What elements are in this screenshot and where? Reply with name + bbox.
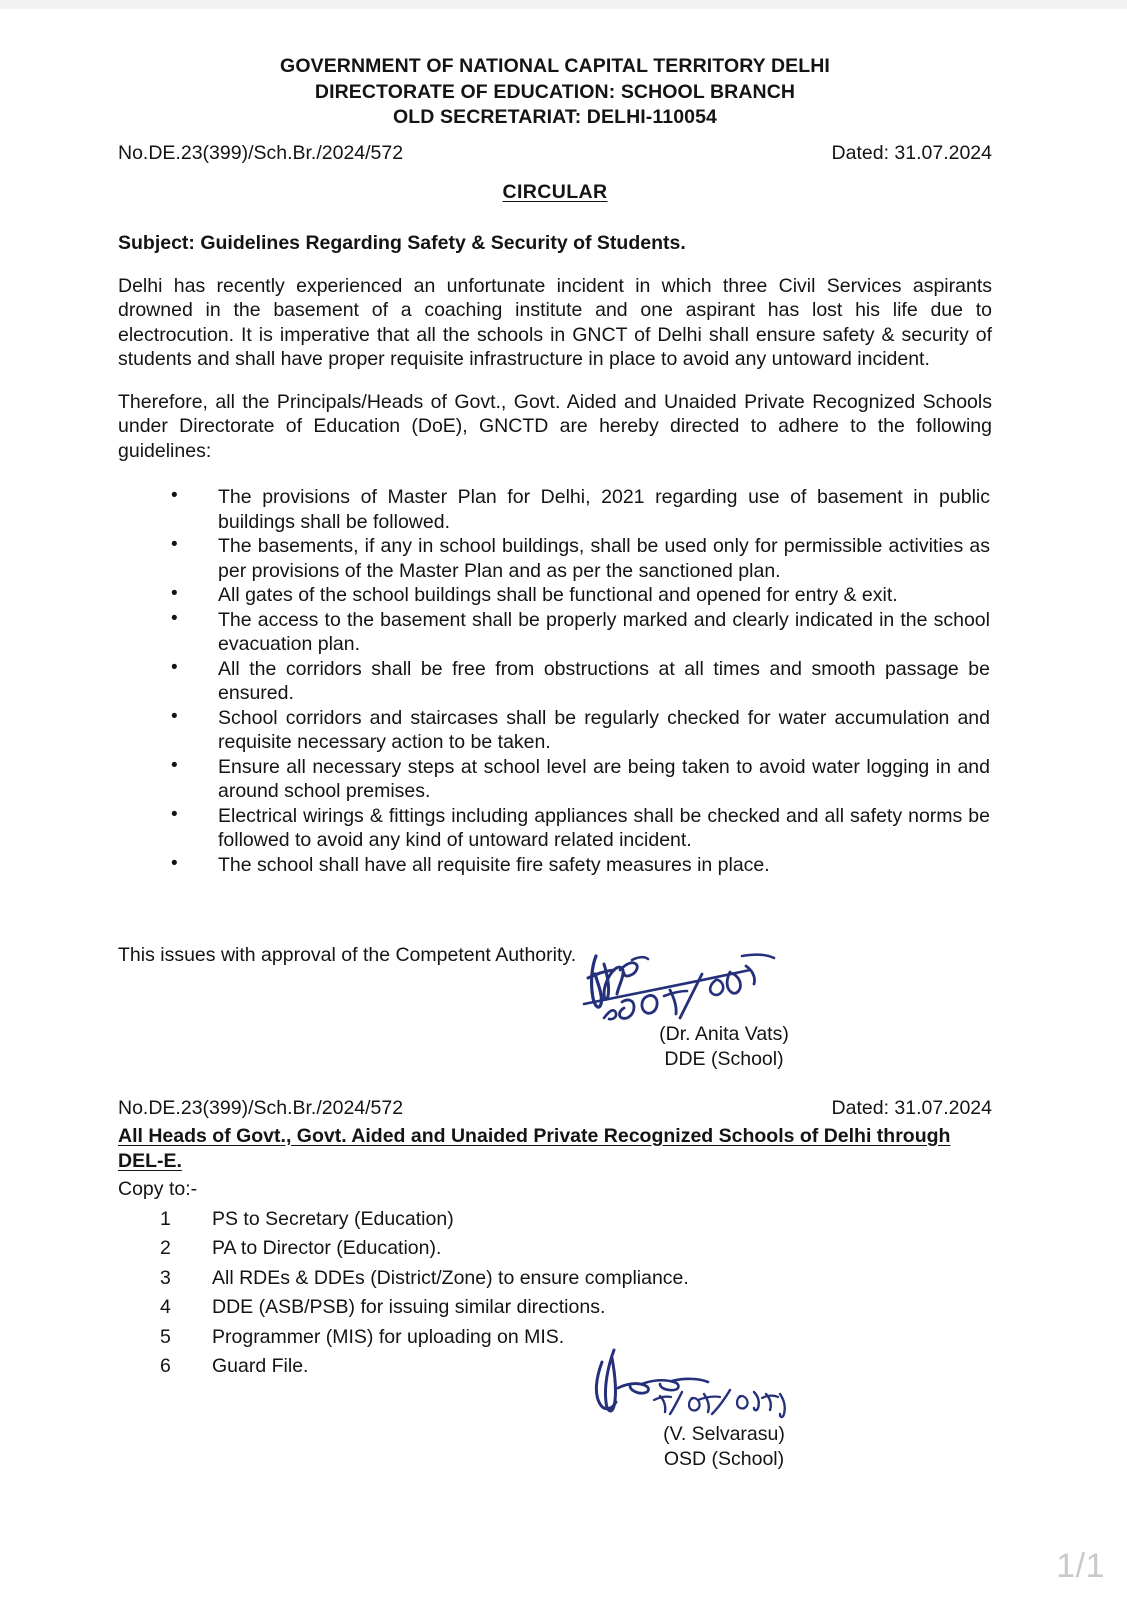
- bullet-icon: •: [171, 852, 178, 874]
- list-item: [146, 1234, 992, 1264]
- item-number: 5: [160, 1325, 171, 1348]
- list-item: [154, 657, 992, 706]
- bullet-icon: •: [171, 705, 178, 727]
- guidelines-list: [118, 485, 992, 877]
- bullet-icon: •: [171, 803, 178, 825]
- list-item: [154, 534, 992, 583]
- signatory-designation: DDE (School): [664, 1048, 784, 1070]
- guideline-text: School corridors and staircases shall be regularly checked for water accumulation and requisite necessary action to be taken.: [218, 706, 990, 753]
- list-item: [146, 1264, 992, 1294]
- item-text: PS to Secretary (Education): [212, 1207, 454, 1230]
- document-date: Dated: 31.07.2024: [831, 141, 992, 164]
- signature-block-primary: [574, 944, 874, 1072]
- endorsement-reference-line: [118, 1096, 992, 1120]
- guideline-text: All gates of the school buildings shall be functional and opened for entry & exit.: [218, 584, 898, 606]
- signatory-name: (Dr. Anita Vats): [659, 1023, 789, 1045]
- item-text: PA to Director (Education).: [212, 1237, 442, 1259]
- page-title: CIRCULAR: [502, 180, 608, 203]
- list-item: [146, 1293, 992, 1323]
- subject-line: Subject: Guidelines Regarding Safety & Security of Students.: [118, 231, 686, 254]
- list-item: [154, 804, 992, 853]
- item-number: 2: [160, 1237, 171, 1259]
- item-number: 6: [160, 1355, 171, 1377]
- list-item: [154, 485, 992, 534]
- letterhead-line-1: GOVERNMENT OF NATIONAL CAPITAL TERRITORY DELHI: [280, 55, 830, 77]
- guideline-text: Ensure all necessary steps at school level are being taken to avoid water logging in and around school premises.: [218, 755, 990, 802]
- closing-statement: This issues with approval of the Competent Authority.: [118, 944, 577, 966]
- reference-line: [118, 141, 992, 165]
- endorsement-reference-number: No.DE.23(399)/Sch.Br./2024/572: [118, 1096, 404, 1119]
- bullet-icon: •: [171, 607, 178, 629]
- signatory-designation: OSD (School): [663, 1448, 785, 1470]
- item-number: 1: [160, 1207, 171, 1230]
- signature-block-secondary: [574, 1344, 874, 1472]
- paper-sheet: [0, 9, 1127, 1600]
- item-text: DDE (ASB/PSB) for issuing similar directions.: [212, 1296, 606, 1318]
- handwritten-signature-icon: [574, 944, 874, 1022]
- item-number: 3: [160, 1266, 171, 1289]
- item-text: Guard File.: [212, 1355, 309, 1377]
- bullet-icon: •: [171, 534, 178, 555]
- list-item: [154, 853, 992, 878]
- letterhead-line-3: OLD SECRETARIAT: DELHI-110054: [393, 106, 717, 128]
- body-paragraph-1: Delhi has recently experienced an unfortunate incident in which three Civil Services aspirants drowned in the basement of a coaching institute and one aspirant has lost his life due to electrocution. It is imperative that all the schools in GNCT of Delhi shall ensure safety & security of students and shall have proper requisite infrastructure in place to avoid any untoward incident.: [118, 274, 992, 370]
- bullet-icon: •: [171, 485, 178, 506]
- document-content: [118, 54, 992, 1382]
- document-title-wrapper: [118, 181, 992, 204]
- list-item: [154, 583, 992, 608]
- page-indicator: 1/1: [1056, 1547, 1105, 1585]
- signatory-name: (V. Selvarasu): [663, 1423, 785, 1445]
- bullet-icon: •: [171, 583, 178, 604]
- endorsement-date: Dated: 31.07.2024: [831, 1096, 992, 1119]
- letterhead: [118, 54, 992, 131]
- list-item: [154, 755, 992, 804]
- viewer-top-strip: [0, 0, 1127, 9]
- guideline-text: The provisions of Master Plan for Delhi, 2021 regarding use of basement in public buildings shall be followed.: [218, 486, 990, 533]
- bullet-icon: •: [171, 656, 178, 678]
- guideline-text: The access to the basement shall be properly marked and clearly indicated in the school evacuation plan.: [218, 608, 990, 655]
- body-paragraph-2: Therefore, all the Principals/Heads of Govt., Govt. Aided and Unaided Private Recognized Schools under Directorate of Education (DoE), GNCTD are hereby directed to adhere to the following guidelines:: [118, 390, 992, 462]
- guideline-text: The basements, if any in school buildings, shall be used only for permissible activities as per provisions of the Master Plan and as per the sanctioned plan.: [218, 535, 990, 582]
- list-item: [154, 608, 992, 657]
- guideline-text: Electrical wirings & fittings including appliances shall be checked and all safety norms be followed to avoid any kind of untoward related incident.: [218, 804, 990, 851]
- list-item: [154, 706, 992, 755]
- item-text: All RDEs & DDEs (District/Zone) to ensure compliance.: [212, 1266, 689, 1289]
- addressee-line: All Heads of Govt., Govt. Aided and Unaided Private Recognized Schools of Delhi through DEL-E.: [118, 1124, 951, 1172]
- guideline-text: The school shall have all requisite fire safety measures in place.: [218, 853, 770, 876]
- reference-number: No.DE.23(399)/Sch.Br./2024/572: [118, 141, 404, 164]
- copy-to-label: Copy to:-: [118, 1177, 198, 1200]
- item-number: 4: [160, 1296, 171, 1318]
- handwritten-signature-icon: [574, 1344, 874, 1422]
- item-text: Programmer (MIS) for uploading on MIS.: [212, 1325, 565, 1348]
- guideline-text: All the corridors shall be free from obstructions at all times and smooth passage be ensured.: [218, 657, 990, 704]
- letterhead-line-2: DIRECTORATE OF EDUCATION: SCHOOL BRANCH: [314, 80, 796, 103]
- bullet-icon: •: [171, 754, 178, 776]
- list-item: [146, 1205, 992, 1235]
